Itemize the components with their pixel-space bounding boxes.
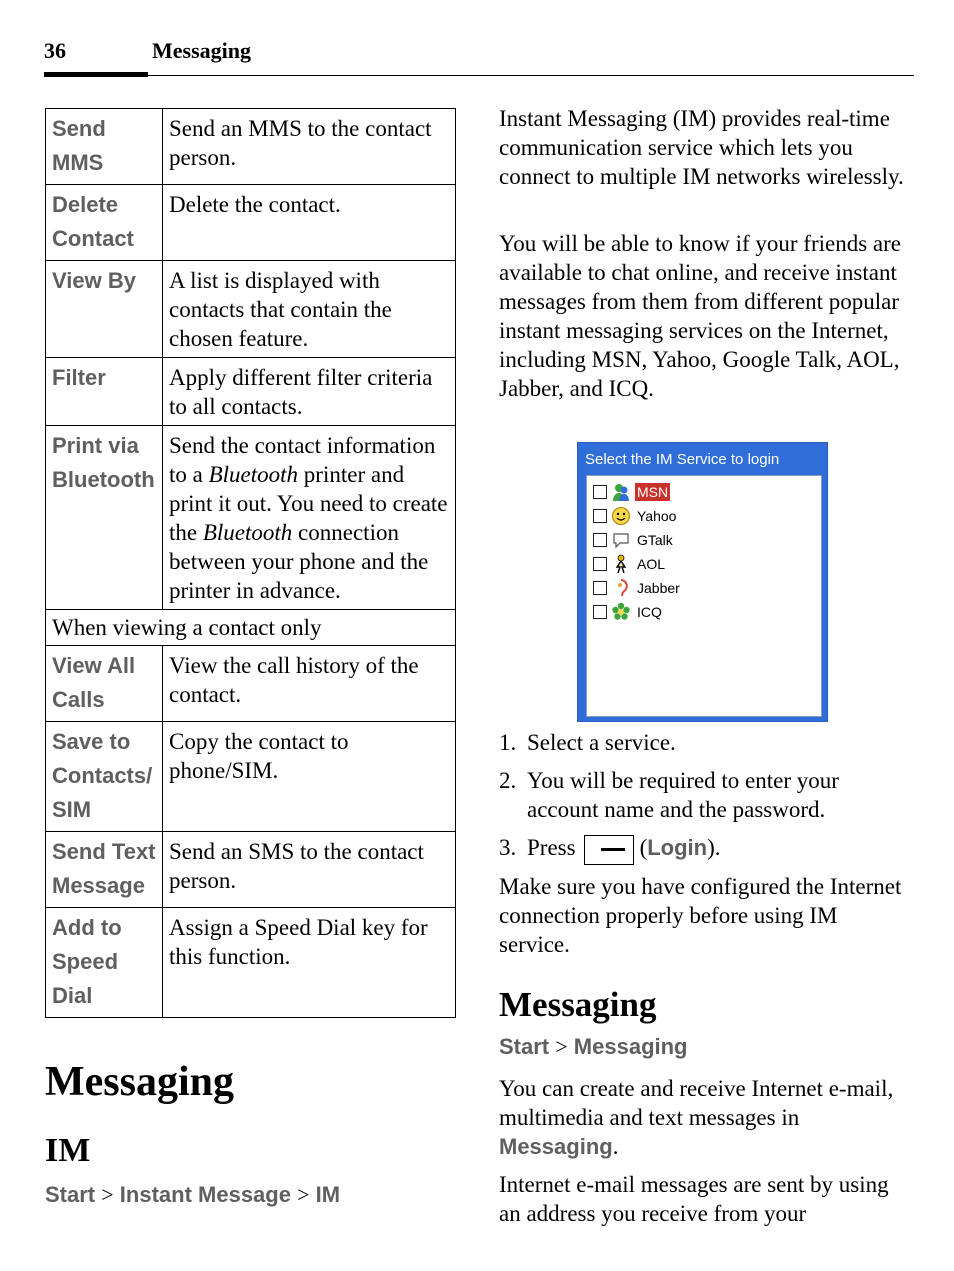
option-term-line: Speed bbox=[52, 949, 119, 974]
messaging-intro-paragraph: You can create and receive Internet e-mail, multimedia and text messages in Messaging. bbox=[499, 1076, 894, 1159]
path-messaging: Messaging bbox=[573, 1034, 688, 1059]
description-text: connection between your phone and the printer in advance. bbox=[169, 520, 429, 603]
paren-open: ( bbox=[639, 835, 648, 860]
description-text: Bluetooth bbox=[202, 520, 293, 545]
im-service-item-msn[interactable] bbox=[593, 481, 670, 503]
aol-icon bbox=[611, 554, 631, 574]
option-description bbox=[163, 185, 456, 261]
chapter-heading: Messaging bbox=[45, 1059, 234, 1105]
description-text: Apply different filter criteria to all contacts. bbox=[169, 365, 433, 419]
step-number: 1. bbox=[499, 730, 517, 755]
option-term bbox=[46, 261, 163, 358]
email-paragraph: Internet e-mail messages are sent by using an address you receive from your bbox=[499, 1172, 889, 1226]
option-term bbox=[46, 109, 163, 185]
step-text bbox=[527, 833, 911, 865]
option-description bbox=[163, 722, 456, 832]
option-term-line: Dial bbox=[52, 983, 93, 1008]
table-row bbox=[46, 426, 456, 610]
option-term-line: Calls bbox=[52, 687, 105, 712]
im-service-item-jabber[interactable] bbox=[593, 577, 682, 599]
description-text: Send an MMS to the contact person. bbox=[169, 116, 432, 170]
header-rule bbox=[44, 75, 914, 76]
option-term-line: Send Text bbox=[52, 839, 156, 864]
menu-path-messaging bbox=[499, 1034, 688, 1060]
description-text: Send an SMS to the contact person. bbox=[169, 839, 424, 893]
icq-icon bbox=[611, 602, 631, 622]
login-key-label: Login bbox=[647, 835, 708, 860]
option-term-line: Delete bbox=[52, 192, 119, 217]
checkbox[interactable] bbox=[593, 533, 607, 547]
option-term-line: Add to bbox=[52, 915, 122, 940]
gtalk-icon bbox=[611, 530, 631, 550]
msn-icon bbox=[611, 482, 631, 502]
option-description bbox=[163, 908, 456, 1018]
option-description bbox=[163, 358, 456, 426]
option-term bbox=[46, 185, 163, 261]
dialog-title: Select the IM Service to login bbox=[585, 451, 780, 468]
menu-path-im bbox=[45, 1182, 340, 1208]
checkbox[interactable] bbox=[593, 485, 607, 499]
option-description bbox=[163, 832, 456, 908]
table-row bbox=[46, 832, 456, 908]
path-separator: > bbox=[555, 1034, 568, 1059]
step-text: Select a service. bbox=[527, 730, 676, 755]
running-header-title: Messaging bbox=[152, 38, 251, 63]
description-text: printer and print it out. You need to create the bbox=[169, 462, 448, 545]
im-service-label: MSN bbox=[637, 484, 669, 500]
option-description bbox=[163, 646, 456, 722]
step-number: 3. bbox=[499, 835, 517, 860]
option-term-line: MMS bbox=[52, 150, 104, 175]
description-text: Assign a Speed Dial key for this function. bbox=[169, 915, 428, 969]
option-term-line: Contact bbox=[52, 226, 134, 251]
option-term bbox=[46, 646, 163, 722]
checkbox[interactable] bbox=[593, 581, 607, 595]
description-text: Copy the contact to phone/SIM. bbox=[169, 729, 349, 783]
option-description bbox=[163, 261, 456, 358]
option-description bbox=[163, 426, 456, 610]
path-instant-message: Instant Message bbox=[119, 1182, 291, 1207]
im-service-label: Yahoo bbox=[637, 508, 677, 524]
im-service-list bbox=[586, 475, 822, 717]
option-term bbox=[46, 832, 163, 908]
table-row bbox=[46, 358, 456, 426]
option-term-line: Bluetooth bbox=[52, 467, 155, 492]
path-start: Start bbox=[45, 1182, 96, 1207]
section-heading-im: IM bbox=[45, 1132, 91, 1169]
description-text: Delete the contact. bbox=[169, 192, 341, 217]
description-text: View the call history of the contact. bbox=[169, 653, 419, 707]
path-separator: > bbox=[297, 1182, 310, 1207]
im-service-label: ICQ bbox=[637, 604, 662, 620]
im-service-item-icq[interactable] bbox=[593, 601, 664, 623]
table-row bbox=[46, 109, 456, 185]
step-press-text: Press bbox=[527, 835, 576, 860]
table-row bbox=[46, 646, 456, 722]
paren-close: ). bbox=[707, 835, 721, 860]
checkbox[interactable] bbox=[593, 605, 607, 619]
description-text: Bluetooth bbox=[208, 462, 299, 487]
checkbox[interactable] bbox=[593, 509, 607, 523]
table-row bbox=[46, 722, 456, 832]
path-separator: > bbox=[101, 1182, 114, 1207]
table-row bbox=[46, 261, 456, 358]
im-service-item-gtalk[interactable] bbox=[593, 529, 675, 551]
option-term bbox=[46, 722, 163, 832]
option-term bbox=[46, 426, 163, 610]
description-text: Send the contact information to a bbox=[169, 433, 436, 487]
im-service-dialog bbox=[577, 442, 828, 722]
option-term bbox=[46, 908, 163, 1018]
yahoo-icon bbox=[611, 506, 631, 526]
option-term-line: Send bbox=[52, 116, 106, 141]
im-service-item-yahoo[interactable] bbox=[593, 505, 678, 527]
soft-key-icon bbox=[584, 835, 634, 865]
option-description bbox=[163, 109, 456, 185]
step-number: 2. bbox=[499, 768, 517, 793]
option-term-line: Message bbox=[52, 873, 145, 898]
path-start: Start bbox=[499, 1034, 550, 1059]
table-row bbox=[46, 610, 456, 646]
table-row bbox=[46, 185, 456, 261]
option-term-line: Save to bbox=[52, 729, 131, 754]
step-text: You will be required to enter your account name and the password. bbox=[527, 768, 839, 822]
table-subheading: When viewing a contact only bbox=[46, 610, 456, 646]
im-note-paragraph: Make sure you have configured the Internet connection properly before using IM service. bbox=[499, 874, 902, 957]
im-service-label: GTalk bbox=[637, 532, 673, 548]
im-service-item-aol[interactable] bbox=[593, 553, 667, 575]
option-term-line: Filter bbox=[52, 365, 106, 390]
im-intro-paragraph: Instant Messaging (IM) provides real-time communication service which lets you connect to multiple IM networks wirelessly. bbox=[499, 106, 904, 189]
path-im: IM bbox=[315, 1182, 341, 1207]
checkbox[interactable] bbox=[593, 557, 607, 571]
page-number: 36 bbox=[44, 38, 66, 63]
im-service-label: AOL bbox=[637, 556, 666, 572]
option-term bbox=[46, 358, 163, 426]
im-service-label: Jabber bbox=[637, 580, 680, 596]
description-text: A list is displayed with contacts that contain the chosen feature. bbox=[169, 268, 392, 351]
option-term-line: Print via bbox=[52, 433, 139, 458]
contact-options-table bbox=[45, 108, 456, 1018]
messaging-term: Messaging bbox=[499, 1134, 613, 1159]
option-term-line: View All bbox=[52, 653, 136, 678]
jabber-icon bbox=[611, 578, 631, 598]
im-services-paragraph: You will be able to know if your friends are available to chat online, and receive instant messages from them from different popular instant messaging services on the Internet, including MSN, Yahoo, Google Talk, AOL, Jabber, and ICQ. bbox=[499, 231, 902, 401]
option-term-line: View By bbox=[52, 268, 136, 293]
option-term-line: SIM bbox=[52, 797, 92, 822]
table-row bbox=[46, 908, 456, 1018]
section-heading-messaging: Messaging bbox=[499, 985, 657, 1024]
option-term-line: Contacts/ bbox=[52, 763, 153, 788]
